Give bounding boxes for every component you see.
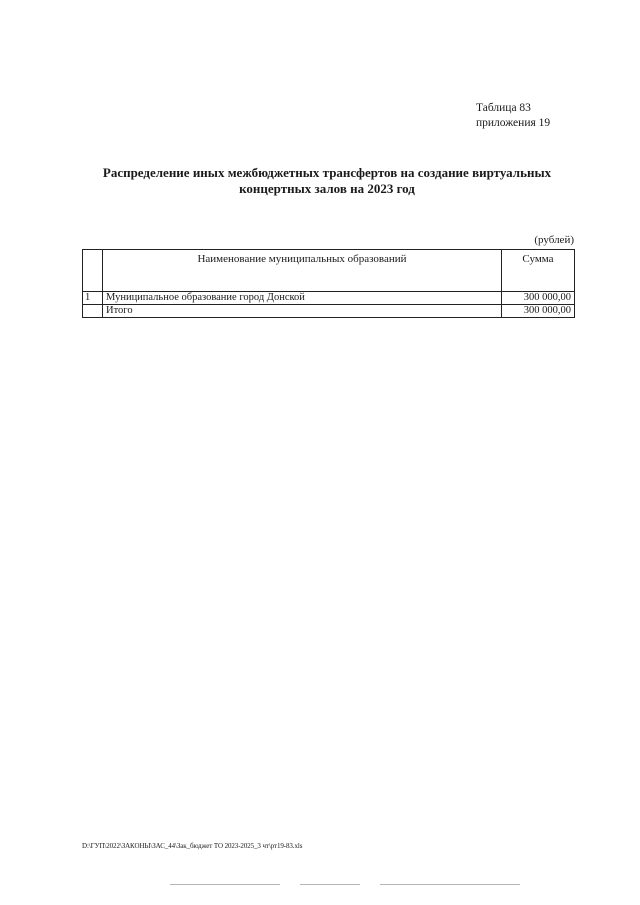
units-label: (рублей) (534, 234, 574, 246)
header-sum: Сумма (502, 250, 575, 292)
table-number: Таблица 83 (476, 102, 531, 114)
row-number: 1 (83, 292, 103, 305)
total-label: Итого (103, 305, 502, 318)
appendix-number: приложения 19 (476, 117, 551, 129)
table-row (83, 292, 575, 305)
header-municipality: Наименование муниципальных образований (103, 250, 502, 292)
scan-noise (170, 884, 280, 885)
transfers-table (82, 249, 575, 318)
scan-noise (380, 884, 520, 885)
scan-noise (300, 884, 360, 885)
title-line-2: концертных залов на 2023 год (239, 181, 415, 196)
table-reference (476, 101, 550, 131)
table-header-row (83, 250, 575, 292)
table-total-row (83, 305, 575, 318)
row-sum: 300 000,00 (502, 292, 575, 305)
total-number-cell (83, 305, 103, 318)
title-line-1: Распределение иных межбюджетных трансфертов на создание виртуальных (102, 165, 552, 180)
file-path: D:\ГУП\2022\ЗАКОНЫ\ЗАС_44\Зак_бюджет ТО 2023-2025_3 чт\рт19-83.xls (82, 842, 303, 850)
header-number (83, 250, 103, 292)
total-sum: 300 000,00 (502, 305, 575, 318)
document-title (80, 165, 574, 197)
row-municipality: Муниципальное образование город Донской (103, 292, 502, 305)
